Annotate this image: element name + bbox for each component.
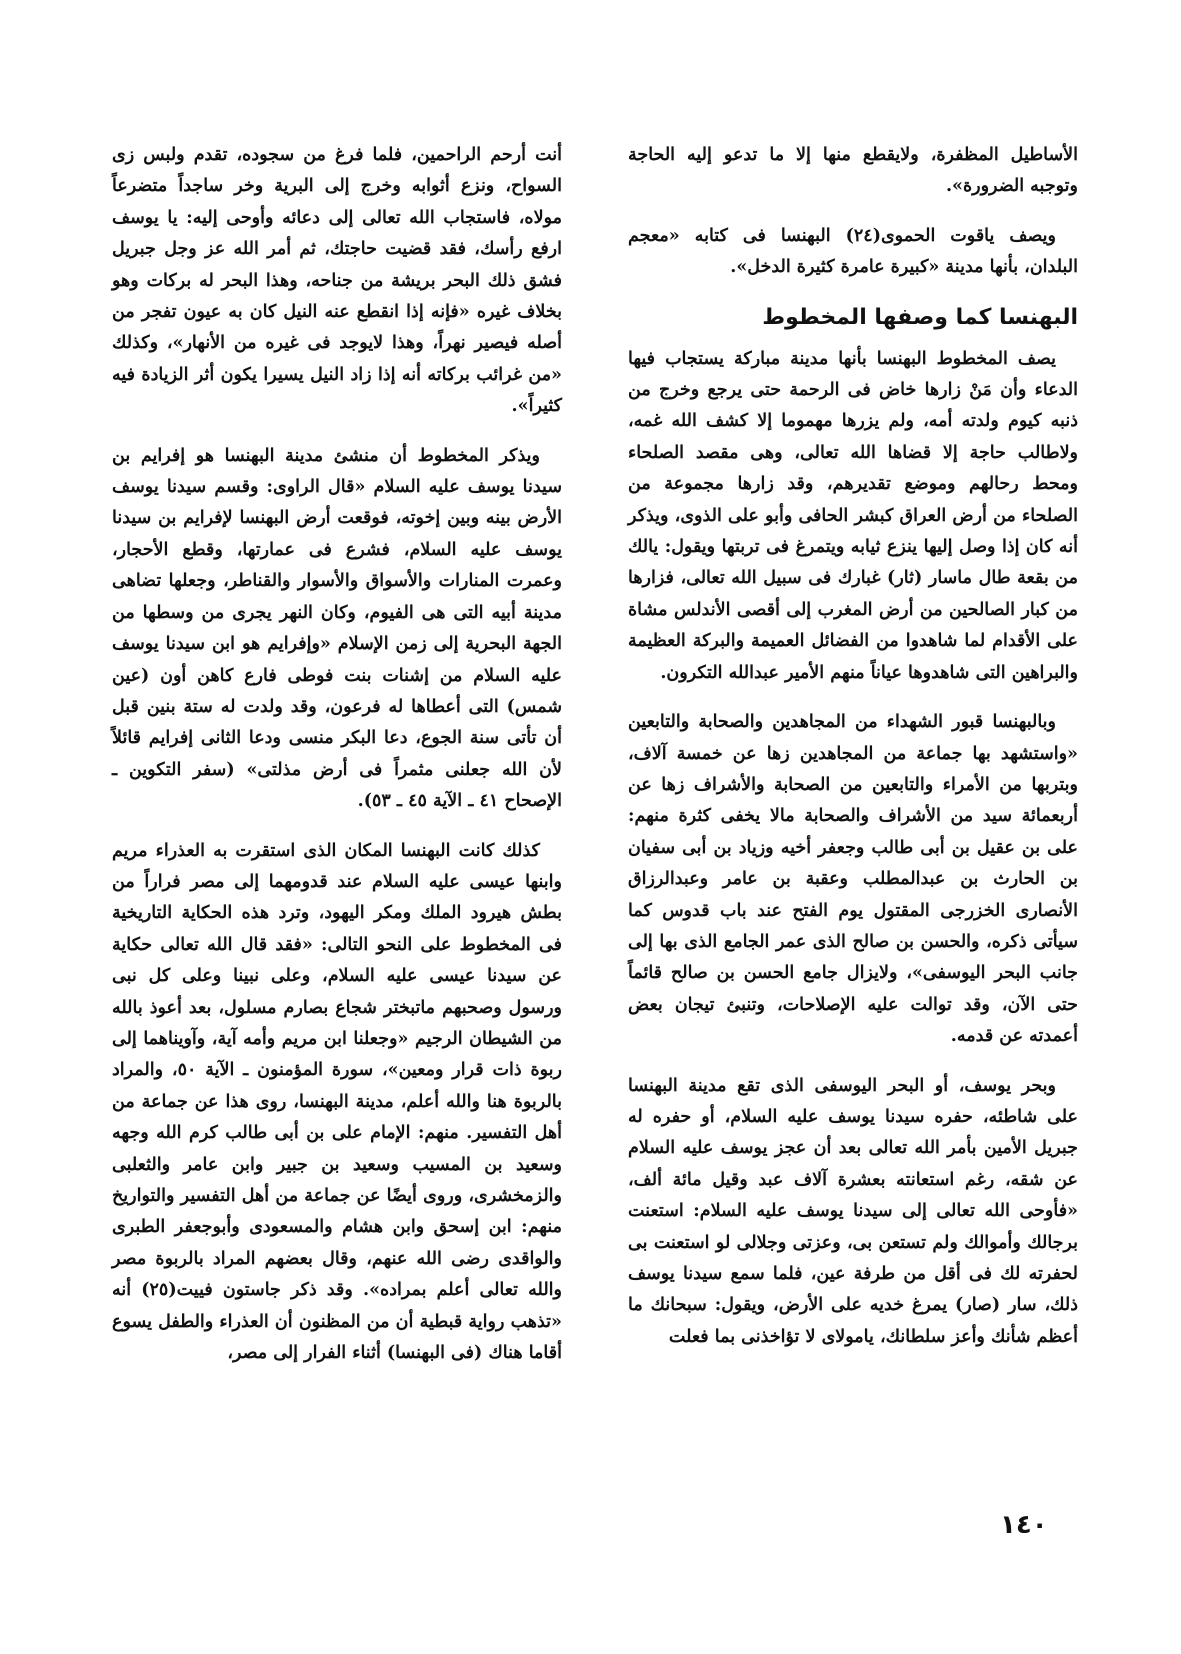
paragraph: ويذكر المخطوط أن منشئ مدينة البهنسا هو إفرايم بن سيدنا يوسف عليه السلام «قال الراوى: وقسم سيدنا يوسف الأرض بينه وبين إخوته، فوقعت أرض البهنسا لإفرايم بن سيدنا يوسف عليه السلام، فشرع فى عمارتها، وقطع الأحجار، وعمرت المنارات والأسواق والأسوار والقناطر، وجعلها تضاهى مدينة أبيه التى هى الفيوم، وكان النهر يجرى من وسطها من الجهة البحرية إلى زمن الإسلام «وإفرايم هو ابن سيدنا يوسف عليه السلام من إشنات بنت فوطى فارع كاهن أون (عين شمس) التى أعطاها له فرعون، وقد ولدت له ستة بنين قبل أن تأتى سنة الجوع، دعا البكر منسى ودعا الثانى إفرايم قائلاً لأن الله جعلنى مثمراً فى أرض مذلتى» (سفر التكوين ـ الإصحاح ٤١ ـ الآية ٤٥ ـ ٥٣). <box>112 445 562 812</box>
page-number: ١٤٠ <box>1000 1510 1048 1540</box>
paragraph: الأساطيل المظفرة، ولايقطع منها إلا ما تدعو إليه الحاجة وتوجبه الضرورة». <box>628 145 1078 197</box>
section-heading: البهنسا كما وصفها المخطوط <box>762 304 1078 330</box>
paragraph: أنت أرحم الراحمين، فلما فرغ من سجوده، تقدم ولبس زى السواح، ونزع أثوابه وخرج إلى البرية وخر ساجداً متضرعاً مولاه، فاستجاب الله تعالى إلى دعائه وأوحى إليه: يا يوسف ارفع رأسك، فقد قضيت حاجتك، ثم أمر الله عز وجل جبريل فشق ذلك البحر بريشة من جناحه، وهذا البحر له بركات وهو بخلاف غيره «فإنه إذا انقطع عنه النيل كان به عيون تفجر من أصله فيصير نهراً، وهذا لايوجد فى غيره من الأنهار»، وكذلك «من غرائب بركاته أنه إذا زاد النيل يسيرا يكون أثر الزيادة فيه كثيراً». <box>112 145 562 417</box>
paragraph: وبحر يوسف، أو البحر اليوسفى الذى تقع مدينة البهنسا على شاطئه، حفره سيدنا يوسف عليه السلام، أو حفره له جبريل الأمين بأمر الله تعالى بعد أن عجز يوسف عليه السلام عن شقه، رغم استعانته بعشرة آلاف عبد وقيل مائة ألف، «فأوحى الله تعالى إلى سيدنا يوسف عليه السلام: استعنت برجالك وأموالك ولم تستعن بى، وعزتى وجلالى لو استعنت بى لحفرته لك فى أقل من طرفة عين، فلما سمع سيدنا يوسف ذلك، سار (صار) يمرغ خديه على الأرض، ويقول: سبحانك ما أعظم شأنك وأعز سلطانك، يامولاى لا تؤاخذنى بما فعلت <box>628 1075 1078 1347</box>
right-column <box>628 140 1078 1371</box>
paragraph: وبالبهنسا قبور الشهداء من المجاهدين والصحابة والتابعين «واستشهد بها جماعة من المجاهدين زها عن خمسة آلاف، وبتربها من الأمراء والتابعين من الصحابة والأشراف زها عن أربعمائة سيد من الأشراف والصحابة مالا يخفى كثرة منهم: على بن عقيل بن أبى طالب وجعفر أخيه وزياد بن أبى سفيان بن الحارث بن عبدالمطلب وعقبة بن عامر وعبدالرزاق الأنصارى الخزرجى المقتول يوم الفتح عند باب قدوس كما سيأتى ذكره، والحسن بن صالح الذى عمر الجامع الذى بها إلى جانب البحر اليوسفى»، ولايزال جامع الحسن بن صالح قائماً حتى الآن، وقد توالت عليه الإصلاحات، وتنبئ تيجان بعض أعمدته عن قدمه. <box>628 712 1078 1047</box>
paragraph: يصف المخطوط البهنسا بأنها مدينة مباركة يستجاب فيها الدعاء وأن مَنْ زارها خاض فى الرحمة حتى يرجع وخرج من ذنبه كيوم ولدته أمه، ولم يزرها مهموما إلا كشف الله غمه، ولاطالب حاجة إلا قضاها الله تعالى، وهى مقصد الصلحاء ومحط رحالهم وموضع تقديرهم، وقد زارها مجموعة من الصلحاء من أرض العراق كبشر الحافى وأبو على الذوى، ويذكر أنه كان إذا وصل إليها ينزع ثيابه ويتمرغ فى تربتها ويقول: يالك من بقعة طال ماسار (ثار) غبارك فى سبيل الله تعالى، فزارها من كبار الصالحين من أرض المغرب إلى أقصى الأندلس مشاة على الأقدام لما شاهدوا من الفضائل العميمة والبركة العظيمة والبراهين التى شاهدوها عياناً منهم الأمير عبدالله التكرون. <box>628 348 1078 683</box>
paragraph: كذلك كانت البهنسا المكان الذى استقرت به العذراء مريم وابنها عيسى عليه السلام عند قدومهما إلى مصر فراراً من بطش هيرود الملك ومكر اليهود، وترد هذه الحكاية التاريخية فى المخطوط على النحو التالى: «فقد قال الله تعالى حكاية عن سيدنا عيسى عليه السلام، وعلى نبينا وعلى كل نبى ورسول وصحبهم ماتبختر شجاع بصارم مسلول، بعد أعوذ بالله من الشيطان الرجيم «وجعلنا ابن مريم وأمه آية، وآويناهما إلى ربوة ذات قرار ومعين»، سورة المؤمنون ـ الآية ٥٠، والمراد بالربوة هنا والله أعلم، مدينة البهنسا، روى هذا عن جماعة من أهل التفسير. منهم: الإمام على بن أبى طالب كرم الله وجهه وسعيد بن المسيب وسعيد بن جبير وابن عامر والثعلبى والزمخشرى، وروى أيضًا عن جماعة من أهل التفسير والتواريخ منهم: ابن إسحق وابن هشام والمسعودى وأبوجعفر الطبرى والواقدى رضى الله عنهم، وقال بعضهم المراد بالربوة مصر والله تعالى أعلم بمراده». وقد ذكر جاستون فييت(٢٥) أنه «تذهب رواية قبطية أن من المظنون أن العذراء والطفل يسوع أقاما هناك (فى البهنسا) أثناء الفرار إلى مصر، <box>112 840 562 1364</box>
left-column <box>112 140 562 1387</box>
paragraph: ويصف ياقوت الحموى(٢٤) البهنسا فى كتابه «معجم البلدان، بأنها مدينة «كبيرة عامرة كثيرة الدخل». <box>628 225 1078 278</box>
